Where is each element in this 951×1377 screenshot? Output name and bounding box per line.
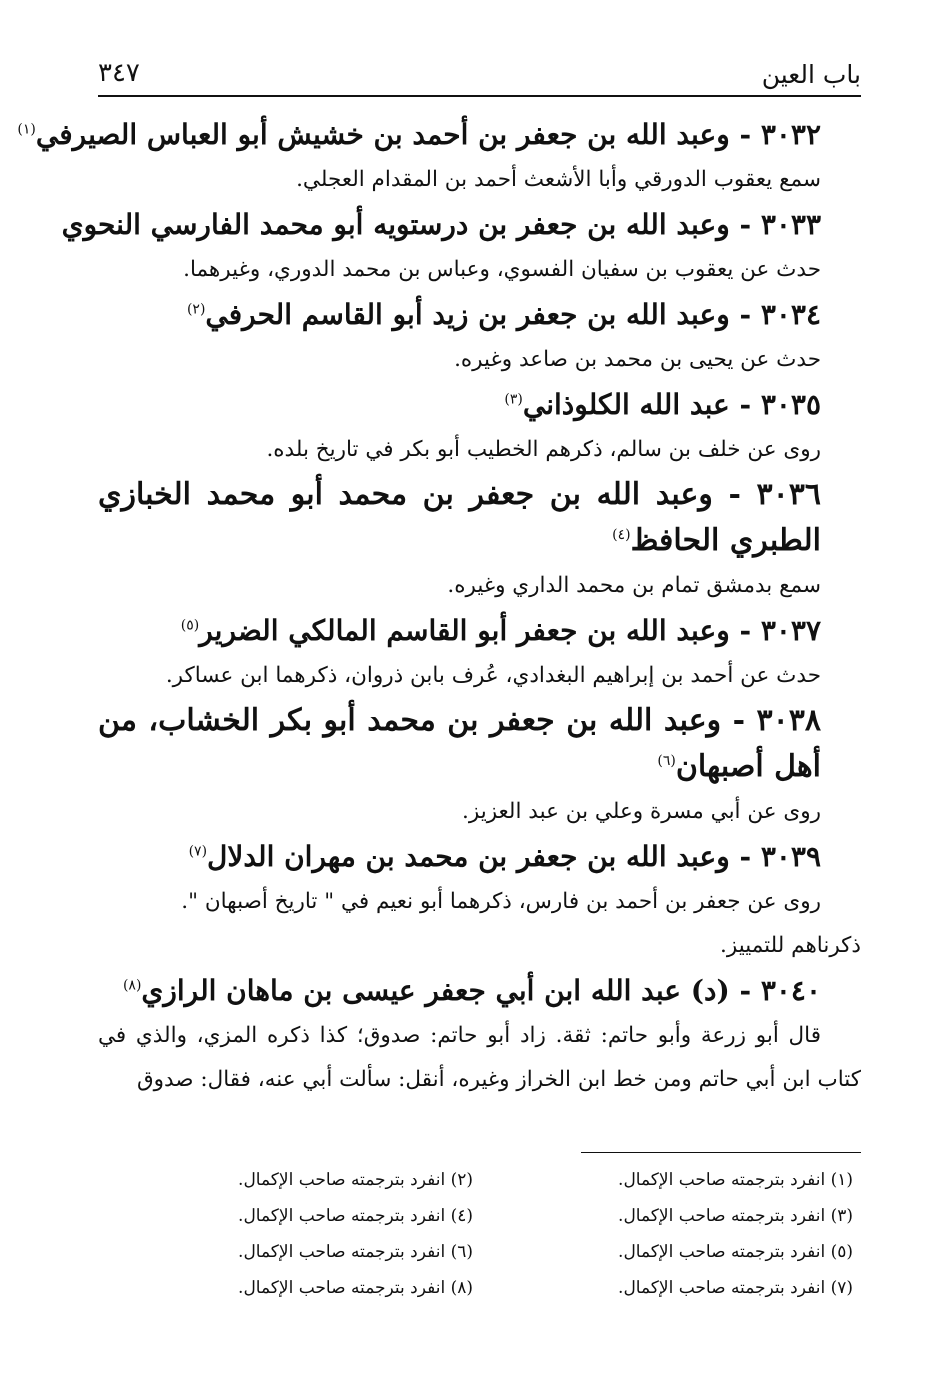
header-rule xyxy=(98,95,861,97)
page-number: ٣٤٧ xyxy=(98,58,140,88)
page-body xyxy=(17,112,861,1102)
entry-text-3035: روى عن خلف بن سالم، ذكرهم الخطيب أبو بكر في تاريخ بلده. xyxy=(266,437,821,462)
footnote-2: (٢) انفرد بترجمته صاحب الإكمال. xyxy=(238,1170,473,1190)
footnote-4: (٤) انفرد بترجمته صاحب الإكمال. xyxy=(238,1206,473,1226)
entry-title-text: ٣٠٣٣ - وعبد الله بن جعفر بن درستويه أبو محمد الفارسي النحوي xyxy=(61,208,821,241)
entry-text-3032: سمع يعقوب الدورقي وأبا الأشعث أحمد بن المقدام العجلي. xyxy=(296,167,821,192)
entry-title-3036 xyxy=(98,472,861,564)
entry-title-text: ٣٠٣٤ - وعبد الله بن جعفر بن زيد أبو القاسم الحرفي xyxy=(205,298,821,331)
entry-title-3040 xyxy=(98,968,861,1014)
footnote-ref: (٦) xyxy=(657,753,676,769)
footnote-6: (٦) انفرد بترجمته صاحب الإكمال. xyxy=(238,1242,473,1262)
entry-text-3040: قال أبو زرعة وأبو حاتم: ثقة. زاد أبو حاتم: صدوق؛ كذا ذكره المزي، والذي في كتاب ابن أبي حاتم ومن خط ابن الخراز وغيره، أنقل: سألت أبي عنه، فقال: صدوق xyxy=(98,1023,861,1092)
entry-title-text: ٣٠٣٨ - وعبد الله بن جعفر بن محمد أبو بكر الخشاب، من أهل أصبهان xyxy=(98,703,821,784)
entry-text-3038: روى عن أبي مسرة وعلي بن عبد العزيز. xyxy=(462,799,821,824)
running-head-section: باب العين xyxy=(761,60,861,89)
entry-title-3039 xyxy=(98,834,861,880)
footnote-ref: (٤) xyxy=(612,527,631,543)
entry-text-3039-line2: ذكرناهم للتمييز. xyxy=(720,933,861,958)
entry-title-text: ٣٠٣٥ - عبد الله الكلوذاني xyxy=(522,388,821,421)
entry-title-3032 xyxy=(17,112,861,158)
footnote-ref: (٧) xyxy=(188,843,208,860)
entry-title-text: ٣٠٣٦ - وعبد الله بن جعفر بن محمد أبو محمد الخبازي الطبري الحافظ xyxy=(98,477,821,558)
entry-title-3038 xyxy=(98,698,861,790)
entry-title-3034 xyxy=(98,292,861,338)
entry-title-text: ٣٠٣٧ - وعبد الله بن جعفر أبو القاسم المالكي الضرير xyxy=(199,614,821,647)
footnote-ref: (٥) xyxy=(180,617,200,634)
footnote-ref: (٢) xyxy=(186,301,206,318)
entry-text-3037: حدث عن أحمد بن إبراهيم البغدادي، عُرف بابن ذروان، ذكرهما ابن عساكر. xyxy=(165,663,821,688)
entry-title-3033 xyxy=(61,202,861,248)
entry-text-3036: سمع بدمشق تمام بن محمد الداري وغيره. xyxy=(447,573,821,598)
footnote-1: (١) انفرد بترجمته صاحب الإكمال. xyxy=(618,1170,853,1190)
footnote-8: (٨) انفرد بترجمته صاحب الإكمال. xyxy=(238,1278,473,1298)
footnote-7: (٧) انفرد بترجمته صاحب الإكمال. xyxy=(618,1278,853,1298)
entry-text-3033: حدث عن يعقوب بن سفيان الفسوي، وعباس بن محمد الدوري، وغيرهما. xyxy=(183,257,821,282)
page-header xyxy=(98,58,861,92)
entry-title-text: ٣٠٣٩ - وعبد الله بن جعفر بن محمد بن مهران الدلال xyxy=(207,840,821,873)
footnote-ref: (٨) xyxy=(122,977,142,994)
entry-title-3037 xyxy=(98,608,861,654)
footnotes xyxy=(98,1163,861,1305)
footnote-5: (٥) انفرد بترجمته صاحب الإكمال. xyxy=(618,1242,853,1262)
entry-title-text: ٣٠٣٢ - وعبد الله بن جعفر بن أحمد بن خشيش أبو العباس الصيرفي xyxy=(35,118,821,151)
entry-title-3035 xyxy=(98,382,861,428)
entry-text-3039-line1: روى عن جعفر بن أحمد بن فارس، ذكرهما أبو نعيم في " تاريخ أصبهان ". xyxy=(181,889,821,914)
footnote-ref: (٣) xyxy=(504,391,523,408)
footnote-ref: (١) xyxy=(17,121,36,138)
entry-title-text: ٣٠٤٠ - (د) عبد الله ابن أبي جعفر عيسى بن ماهان الرازي xyxy=(141,974,821,1007)
footnote-rule xyxy=(581,1152,861,1153)
footnote-3: (٣) انفرد بترجمته صاحب الإكمال. xyxy=(618,1206,853,1226)
entry-text-3034: حدث عن يحيى بن محمد بن صاعد وغيره. xyxy=(454,347,821,372)
